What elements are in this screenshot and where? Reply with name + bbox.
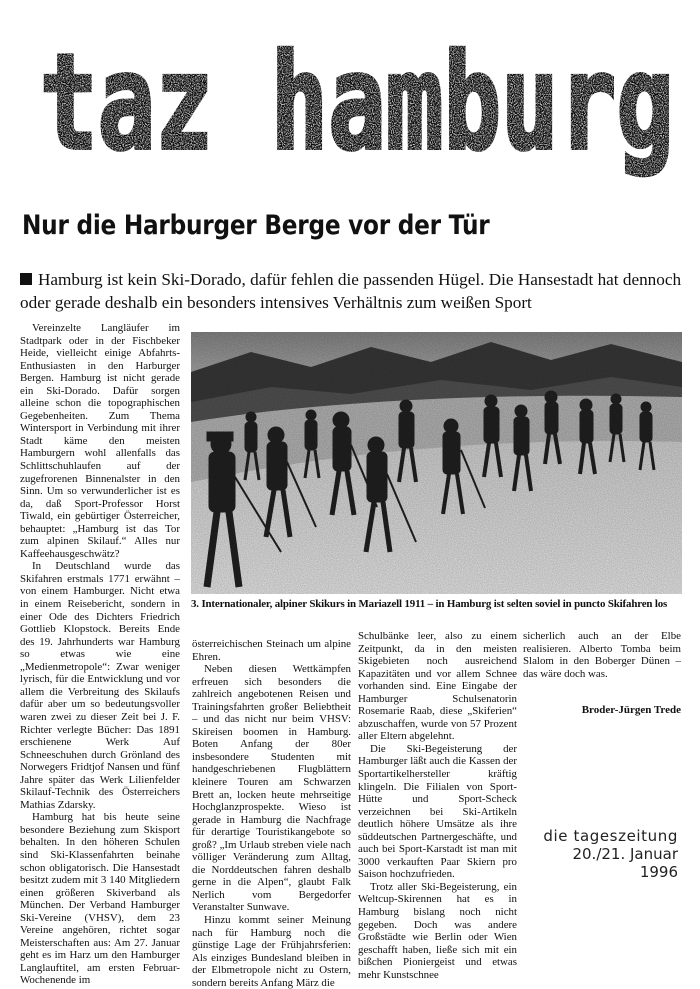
masthead-title: taz hamburg <box>40 26 674 180</box>
masthead-logo <box>38 20 678 180</box>
text-column-1 <box>20 322 180 987</box>
photo-caption: 3. Internationaler, alpiner Skikurs in Mariazell 1911 – in Hamburg ist selten soviel in puncto Skifahren los <box>191 598 668 610</box>
historic-ski-photo <box>191 332 682 594</box>
article-headline: Nur die Harburger Berge vor der Tür <box>22 210 490 241</box>
paragraph: In Deutschland wurde das Skifahren erstmals 1771 erwähnt – von einem Hamburger. Nicht etwa in einem Reisebericht, sondern in einer Ode des Dichters Friedrich Gottlieb Klopstock. Bereits Ende des 19. Jahrhunderts war Hamburg so etwas wie eine „Medienmetropole“: Zwar weniger lyrisch, für die Entwicklung und vor allem die Verbreitung des Skilaufs dafür aber um so bedeutungsvoller waren zwei zu dieser Zeit bei J. F. Richter verlegte Bücher: Das 1891 erschienene Werk Auf Schneeschuhen durch Grönland des Norwegers Fridtjof Nansen und fünf Jahre später das Werk Lilienfelder Skilauf-Technik des Österreichers Mathias Zdarsky. <box>20 560 180 811</box>
masthead-svg <box>38 20 678 180</box>
paragraph: Die Ski-Begeisterung der Hamburger läßt auch die Kassen der Sportartikelhersteller kräftig klingeln. Die Filialen von Sport-Hütte und Sport-Scheck verzeichnen bei Ski-Artikeln deutlich höhere Umsätze als ihre süddeutschen Partnergeschäfte, und auch bei Sport-Karstadt ist man mit 3000 verkauften Paar Skiern pro Saison hochzufrieden. <box>358 742 517 881</box>
text-column-2 <box>192 638 351 989</box>
publication-stamp <box>530 827 690 881</box>
publication-name: die tageszeitung <box>543 827 678 845</box>
square-bullet-icon <box>20 273 32 285</box>
paragraph: Schulbänke leer, also zu einem Zeitpunkt, da in den meisten Skigebieten noch ausreichend Kapazitäten und vor allem Schnee vorhanden sind. Eine Eingabe der Hamburger Schulsenatorin Rosemarie Raab, diese „Skiferien“ abzuschaffen, wurde von 57 Prozent aller Eltern abgelehnt. <box>358 630 517 743</box>
lead-text: Hamburg ist kein Ski-Dorado, dafür fehlen die passenden Hügel. Die Hansestadt hat dennoch oder gerade deshalb ein besonders intensives Verhältnis zum weißen Sport <box>20 270 682 312</box>
paragraph: Hamburg hat bis heute seine besondere Beziehung zum Skisport behalten. In den höheren Schulen sind Ski-Klassenfahrten beinahe schon obligatorisch. Die Hansestadt besitzt zudem mit 3 140 Mitgliedern einen größeren Skiverband als München. Der Verband Hamburger Ski-Vereine (VHSV), dem 23 Vereine angehören, richtet sogar Meisterschaften aus: Am 27. Januar geht es im Harz um den Hamburger Langlauftitel, am ersten Februar-Wochenende im <box>20 811 180 987</box>
text-column-3 <box>358 630 517 981</box>
paragraph: Neben diesen Wettkämpfen erfreuen sich besonders die zahlreich angebotenen Reisen und Trainingsfahrten großer Beliebtheit – und das nicht nur beim VHSV: Skireisen boomen in Hamburg. Boten Anfang der 80er insbesondere Studenten mit handgeschriebenen Flugblättern kleinere Touren am Schwarzen Brett an, locken heute mehrseitige Hochglanzprospekte. Wieso ist gerade in Hamburg die Nachfrage für derartige Touristikangebote so groß? „Im Urlaub streben viele nach völliger Veränderung zum Alltag, die Norddeutschen fahren deshalb gerne in die Alpen“, glaubt Falk Nerlich vom Bergedorfer Veranstalter Sunwave. <box>192 663 351 914</box>
paragraph: Vereinzelte Langläufer im Stadtpark oder in der Fischbeker Heide, vielleicht einige Abfahrts-Enthusiasten in den Harburger Bergen. Hamburg ist nicht gerade ein Ski-Dorado. Dafür sorgen alleine schon die topographischen Gegebenheiten. Zum Thema Wintersport in Verbindung mit ihrer Stadt käme den meisten Hamburgern wohl allenfalls das Schlittschuhlaufen auf der zugefrorenen Binnenalster in den Sinn. Um so verwunderlicher ist es da, daß Sport-Professor Horst Tiwald, ein gebürtiger Österreicher, behauptet: „Hamburg ist das Tor zum alpinen Skilauf.“ Alles nur Kaffeehausgeschwätz? <box>20 322 180 560</box>
text-column-4 <box>523 630 681 708</box>
skiers-photo-illustration <box>191 332 682 594</box>
article-lead <box>20 268 684 314</box>
author-byline: Broder-Jürgen Trede <box>581 704 681 716</box>
paragraph: Trotz aller Ski-Begeisterung, ein Weltcup-Skirennen hat es in Hamburg bislang noch nicht gegeben. Doch was andere Großstädte wie Berlin oder Wien geschafft haben, ließe sich mit ein bißchen Pioniergeist und etwas mehr Kunstschnee <box>358 880 517 981</box>
paragraph: sicherlich auch an der Elbe realisieren. Alberto Tomba beim Slalom in den Boberger Dünen – das wäre doch was. <box>523 630 681 680</box>
paragraph: Hinzu kommt seiner Meinung nach für Hamburg noch die günstige Lage der Frühjahrsferien: Als einziges Bundesland bleiben in der Elbmetropole nicht zu Ostern, sondern bereits Anfang März die <box>192 914 351 989</box>
publication-date: 20./21. Januar 1996 <box>572 845 678 881</box>
paragraph: österreichischen Steinach um alpine Ehren. <box>192 638 351 663</box>
